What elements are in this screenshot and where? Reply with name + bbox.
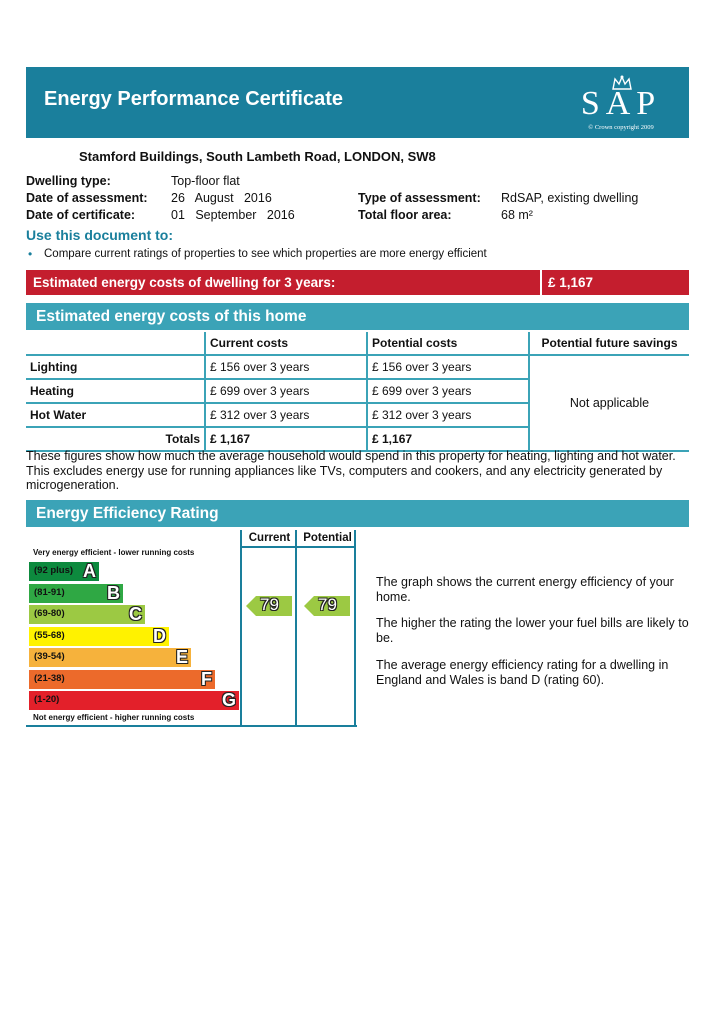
row-label: Heating <box>26 379 205 403</box>
cell-potential: £ 156 over 3 years <box>367 355 529 379</box>
band-range: (21-38) <box>34 672 65 684</box>
bullet-icon: • <box>28 247 33 261</box>
sap-logo <box>571 77 671 132</box>
efficiency-section-title: Energy Efficiency Rating <box>26 500 689 527</box>
current-column <box>240 530 297 725</box>
energy-rating-chart <box>26 530 357 727</box>
efficiency-text-1: The graph shows the current energy efficiency of your home. <box>376 575 674 604</box>
band-range: (69-80) <box>34 608 65 619</box>
header-empty <box>26 332 205 355</box>
estimated-3yr-label: Estimated energy costs of dwelling for 3 years: <box>26 270 540 295</box>
cell-current: £ 699 over 3 years <box>205 379 367 403</box>
band-letter: B <box>107 582 120 603</box>
cell-current: £ 156 over 3 years <box>205 355 367 379</box>
top-note: Very energy efficient - lower running costs <box>33 548 195 557</box>
potential-column <box>297 530 356 725</box>
type-assessment-value: RdSAP, existing dwelling <box>501 191 639 205</box>
band-range: (55-68) <box>34 629 65 641</box>
date-certificate-value: 01 September 2016 <box>171 208 295 222</box>
band-letter: D <box>153 625 166 646</box>
chart-bottom-rule <box>26 725 357 727</box>
future-savings-value: Not applicable <box>529 355 689 451</box>
current-rating-arrow <box>246 596 292 616</box>
crown-icon <box>611 75 633 91</box>
cell-potential: £ 699 over 3 years <box>367 379 529 403</box>
column-header-rule <box>240 546 356 548</box>
date-assessment-label: Date of assessment: <box>26 191 148 205</box>
header-potential-costs: Potential costs <box>367 332 529 355</box>
rating-band-c <box>29 605 145 624</box>
totals-current: £ 1,167 <box>205 427 367 451</box>
table-row <box>26 355 689 379</box>
band-letter: A <box>83 561 96 581</box>
costs-section-title: Estimated energy costs of this home <box>26 303 689 330</box>
band-letter: G <box>221 690 236 710</box>
type-assessment-label: Type of assessment: <box>358 191 481 205</box>
floor-area-value: 68 m² <box>501 208 533 222</box>
date-assessment-value: 26 August 2016 <box>171 191 272 205</box>
totals-label: Totals <box>26 427 205 451</box>
potential-rating-value: 79 <box>318 595 337 614</box>
date-certificate-label: Date of certificate: <box>26 208 136 222</box>
costs-table <box>26 332 689 452</box>
band-range: (81-91) <box>34 586 65 598</box>
rating-band-b <box>29 584 123 603</box>
table-header-row <box>26 332 689 355</box>
col-current-label: Current <box>248 532 291 544</box>
floor-area-label: Total floor area: <box>358 208 452 222</box>
row-label: Hot Water <box>26 403 205 427</box>
rating-band-f <box>29 670 215 689</box>
band-letter: F <box>201 668 212 689</box>
estimated-3yr-value: £ 1,167 <box>542 270 689 295</box>
potential-rating-arrow <box>304 596 350 616</box>
use-document-title: Use this document to: <box>26 227 174 243</box>
use-document-bullet: Compare current ratings of properties to see which properties are more energy efficient <box>44 248 487 260</box>
crown-copyright: © Crown copyright 2009 <box>588 124 654 131</box>
current-rating-value: 79 <box>260 595 279 614</box>
header-current-costs: Current costs <box>205 332 367 355</box>
sap-logo-text: SAP <box>580 85 662 122</box>
totals-potential: £ 1,167 <box>367 427 529 451</box>
dwelling-type-value: Top-floor flat <box>171 174 240 188</box>
rating-band-a <box>29 562 99 581</box>
property-address: Stamford Buildings, South Lambeth Road, LONDON, SW8 <box>79 149 436 164</box>
header-future-savings: Potential future savings <box>529 332 689 355</box>
bottom-note: Not energy efficient - higher running costs <box>33 713 195 722</box>
rating-band-e <box>29 648 191 667</box>
certificate-header <box>26 67 689 138</box>
band-letter: C <box>129 604 142 624</box>
rating-band-g <box>29 691 239 710</box>
cell-potential: £ 312 over 3 years <box>367 403 529 427</box>
rating-band-d <box>29 627 169 646</box>
band-letter: E <box>175 647 188 667</box>
col-potential-label: Potential <box>303 532 352 544</box>
page-title: Energy Performance Certificate <box>44 88 344 110</box>
band-range: (1-20) <box>34 694 60 705</box>
costs-note: These figures show how much the average household would spend in this property for heating, lighting and hot water. This excludes energy use for running appliances like TVs, computers and cookers, and any electricity generated by microgeneration. <box>26 449 676 492</box>
efficiency-text-3: The average energy efficiency rating for a dwelling in England and Wales is band D (rating 60). <box>376 658 669 687</box>
band-range: (92 plus) <box>34 565 74 576</box>
row-label: Lighting <box>26 355 205 379</box>
cell-current: £ 312 over 3 years <box>205 403 367 427</box>
band-range: (39-54) <box>34 651 65 662</box>
dwelling-type-label: Dwelling type: <box>26 174 111 188</box>
efficiency-text-2: The higher the rating the lower your fuel bills are likely to be. <box>376 616 689 645</box>
